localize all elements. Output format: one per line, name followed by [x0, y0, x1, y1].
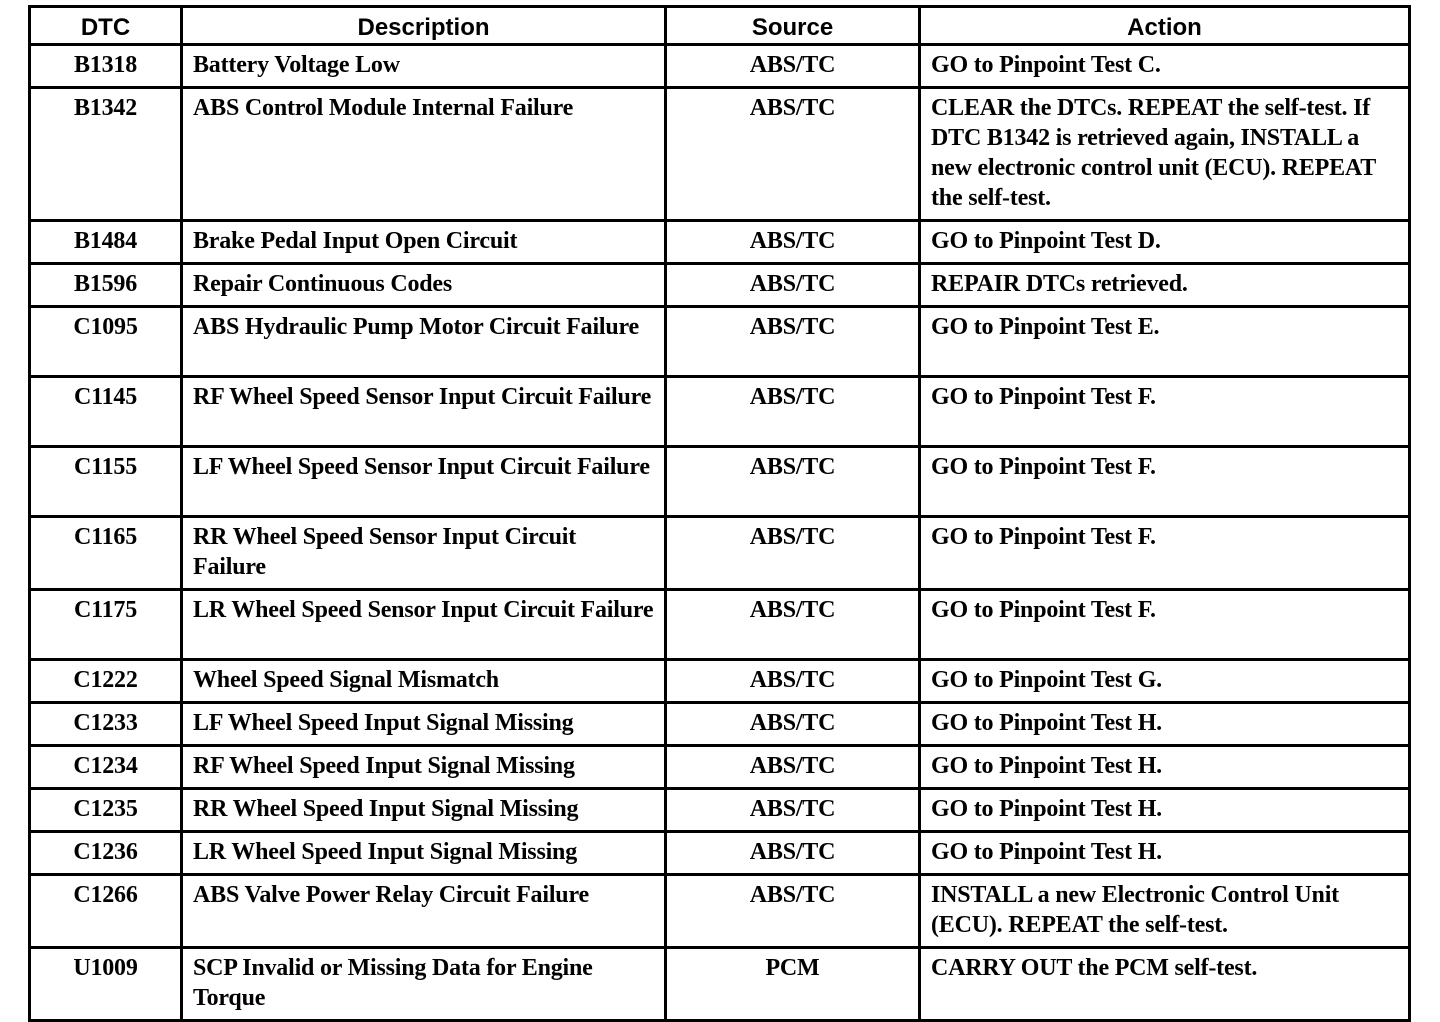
- dtc-action: GO to Pinpoint Test H.: [920, 832, 1410, 875]
- dtc-code: C1235: [30, 789, 182, 832]
- dtc-source: ABS/TC: [666, 221, 920, 264]
- dtc-action: REPAIR DTCs retrieved.: [920, 264, 1410, 307]
- dtc-action: GO to Pinpoint Test H.: [920, 789, 1410, 832]
- dtc-action: GO to Pinpoint Test F.: [920, 590, 1410, 660]
- dtc-action: GO to Pinpoint Test H.: [920, 746, 1410, 789]
- table-row: [30, 703, 1410, 746]
- dtc-code: C1233: [30, 703, 182, 746]
- dtc-action: GO to Pinpoint Test G.: [920, 660, 1410, 703]
- dtc-action: GO to Pinpoint Test D.: [920, 221, 1410, 264]
- dtc-description: Wheel Speed Signal Mismatch: [182, 660, 666, 703]
- header-action: Action: [920, 7, 1410, 45]
- table-row: [30, 875, 1410, 948]
- dtc-description: Brake Pedal Input Open Circuit: [182, 221, 666, 264]
- dtc-code: C1266: [30, 875, 182, 948]
- table-row: [30, 948, 1410, 1021]
- header-description: Description: [182, 7, 666, 45]
- dtc-source: ABS/TC: [666, 746, 920, 789]
- table-row: [30, 832, 1410, 875]
- dtc-description: ABS Hydraulic Pump Motor Circuit Failure: [182, 307, 666, 377]
- table-row: [30, 264, 1410, 307]
- dtc-description: LF Wheel Speed Input Signal Missing: [182, 703, 666, 746]
- dtc-description: Battery Voltage Low: [182, 45, 666, 88]
- dtc-description: RF Wheel Speed Input Signal Missing: [182, 746, 666, 789]
- dtc-source: ABS/TC: [666, 703, 920, 746]
- dtc-description: ABS Control Module Internal Failure: [182, 88, 666, 221]
- dtc-description: Repair Continuous Codes: [182, 264, 666, 307]
- table-header: [30, 7, 1410, 45]
- dtc-description: RF Wheel Speed Sensor Input Circuit Failure: [182, 377, 666, 447]
- table-row: [30, 377, 1410, 447]
- dtc-source: ABS/TC: [666, 590, 920, 660]
- document: [28, 5, 1408, 1022]
- dtc-action: GO to Pinpoint Test F.: [920, 447, 1410, 517]
- dtc-source: ABS/TC: [666, 447, 920, 517]
- dtc-code: B1484: [30, 221, 182, 264]
- dtc-action: CARRY OUT the PCM self-test.: [920, 948, 1410, 1021]
- table-row: [30, 221, 1410, 264]
- dtc-code: C1222: [30, 660, 182, 703]
- dtc-source: ABS/TC: [666, 832, 920, 875]
- dtc-action: GO to Pinpoint Test F.: [920, 377, 1410, 447]
- table-row: [30, 590, 1410, 660]
- dtc-description: RR Wheel Speed Input Signal Missing: [182, 789, 666, 832]
- dtc-table: [28, 5, 1411, 1022]
- dtc-code: C1234: [30, 746, 182, 789]
- dtc-action: GO to Pinpoint Test E.: [920, 307, 1410, 377]
- header-dtc: DTC: [30, 7, 182, 45]
- dtc-code: C1145: [30, 377, 182, 447]
- dtc-source: ABS/TC: [666, 264, 920, 307]
- dtc-code: C1236: [30, 832, 182, 875]
- dtc-action: GO to Pinpoint Test F.: [920, 517, 1410, 590]
- dtc-description: LR Wheel Speed Input Signal Missing: [182, 832, 666, 875]
- dtc-code: B1318: [30, 45, 182, 88]
- dtc-description: SCP Invalid or Missing Data for Engine Torque: [182, 948, 666, 1021]
- dtc-source: ABS/TC: [666, 45, 920, 88]
- dtc-source: ABS/TC: [666, 377, 920, 447]
- dtc-code: U1009: [30, 948, 182, 1021]
- dtc-source: ABS/TC: [666, 789, 920, 832]
- table-row: [30, 447, 1410, 517]
- table-row: [30, 517, 1410, 590]
- dtc-source: ABS/TC: [666, 88, 920, 221]
- table-row: [30, 45, 1410, 88]
- table-row: [30, 88, 1410, 221]
- header-row: [30, 7, 1410, 45]
- dtc-action: CLEAR the DTCs. REPEAT the self-test. If DTC B1342 is retrieved again, INSTALL a new electronic control unit (ECU). REPEAT the self-test.: [920, 88, 1410, 221]
- dtc-action: GO to Pinpoint Test H.: [920, 703, 1410, 746]
- dtc-description: LR Wheel Speed Sensor Input Circuit Failure: [182, 590, 666, 660]
- table-row: [30, 746, 1410, 789]
- header-source: Source: [666, 7, 920, 45]
- dtc-action: GO to Pinpoint Test C.: [920, 45, 1410, 88]
- table-row: [30, 307, 1410, 377]
- dtc-code: B1342: [30, 88, 182, 221]
- dtc-description: RR Wheel Speed Sensor Input Circuit Failure: [182, 517, 666, 590]
- dtc-code: C1165: [30, 517, 182, 590]
- dtc-description: ABS Valve Power Relay Circuit Failure: [182, 875, 666, 948]
- dtc-source: ABS/TC: [666, 517, 920, 590]
- dtc-description: LF Wheel Speed Sensor Input Circuit Failure: [182, 447, 666, 517]
- dtc-source: ABS/TC: [666, 660, 920, 703]
- table-body: [30, 45, 1410, 1021]
- dtc-action: INSTALL a new Electronic Control Unit (ECU). REPEAT the self-test.: [920, 875, 1410, 948]
- dtc-source: ABS/TC: [666, 875, 920, 948]
- dtc-code: C1155: [30, 447, 182, 517]
- dtc-code: C1175: [30, 590, 182, 660]
- dtc-source: ABS/TC: [666, 307, 920, 377]
- table-row: [30, 660, 1410, 703]
- dtc-code: B1596: [30, 264, 182, 307]
- table-row: [30, 789, 1410, 832]
- dtc-source: PCM: [666, 948, 920, 1021]
- dtc-code: C1095: [30, 307, 182, 377]
